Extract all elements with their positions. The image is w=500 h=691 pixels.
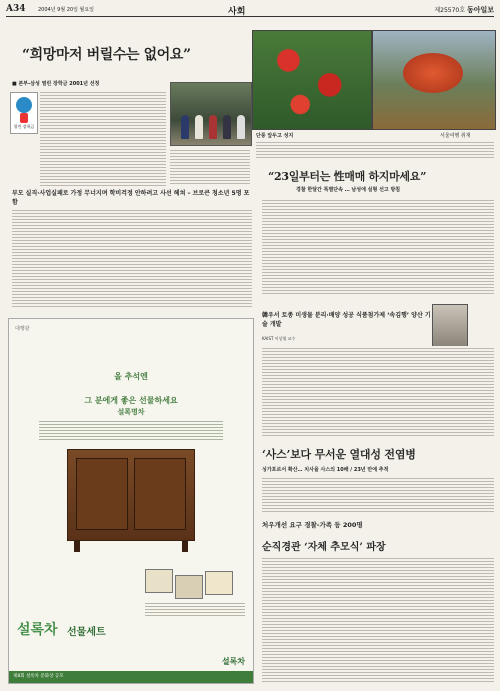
headline-story5: 순직경관 ‘자체 추모식’ 파장: [262, 542, 386, 553]
headline-story1: “희망마저 버릴수는 없어요”: [22, 47, 191, 63]
ad-line1: [9, 371, 253, 382]
headline-story4: ‘사스’보다 무서운 열대성 전염병: [262, 448, 416, 461]
ad-body-text: [39, 419, 223, 441]
kicker-story5: 처우개선 요구 경찰-가족 등 200명: [262, 521, 363, 529]
photo1-caption-text: [170, 148, 250, 184]
subhead-story4: 싱가포르서 확산… 치사율 사스의 10배 / 23년 만에 추적: [262, 467, 389, 473]
story4-body-text: [262, 476, 494, 514]
subhead-story2: 경찰 한달간 특별단속 … 남성에 실형 선고 방침: [296, 187, 401, 193]
newspaper-logo: [434, 5, 494, 15]
scholarship-logo: [10, 92, 38, 134]
red-foliage-photo: [252, 30, 372, 130]
ad-gift-set: 선물세트: [67, 627, 106, 638]
professor-photo: [432, 304, 468, 348]
ad-product-text: [145, 601, 245, 617]
issue-date: 2004년 9월 20일 월요일: [38, 7, 95, 13]
story5-body-text: [262, 556, 494, 684]
headline-story3: 韓우서 토종 미생물 분리·배양 성공 식품첨가제 ‘속김행’ 양산 기술 개발: [262, 312, 431, 328]
ad-tag: 대행광: [15, 326, 30, 332]
second-headline-story1: 부모 실직·사업실패로 가정 무너지며 학비걱정 안하려고 사선 헤쳐 – 브로큰 청소년 5명 포함: [12, 190, 250, 206]
story2-body-text: [262, 198, 494, 296]
newspaper-name: 동아일보: [466, 6, 494, 14]
wooden-cabinet-image: [67, 449, 195, 541]
story1-body-text-2: [12, 208, 252, 308]
photo-caption-story3: KAIST 이상엽 교수: [262, 336, 296, 341]
scholarship-logo-label: 열린 장학금: [13, 124, 35, 129]
page-header: [6, 4, 494, 17]
tea-advertisement: [8, 318, 254, 684]
photo-caption-left: 단풍 앞두고 성지: [256, 133, 294, 139]
ad-brand: 설록차: [17, 622, 58, 638]
ad-logo: 설록차: [221, 657, 245, 666]
gift-box-image: [205, 571, 233, 595]
ad-line1-text: 올 추석엔: [114, 372, 148, 381]
story3-body-text: [262, 346, 494, 436]
gift-box-image: [145, 569, 173, 593]
ad-line2: 그 분에게 좋은 선물하세요: [84, 396, 178, 405]
story1-body-text: [40, 90, 166, 186]
autumn-tree-photo: [372, 30, 496, 130]
photos-caption-text: [256, 140, 494, 160]
serial-number: 제25570호: [434, 7, 466, 14]
ad-footer: 제8회 설록차 문화상 공모: [9, 671, 253, 683]
students-photo: [170, 82, 252, 146]
headline-story2: “23일부터는 性매매 하지마세요”: [268, 170, 427, 183]
section-title: 사회: [228, 7, 246, 17]
ad-line3: 설록명차: [117, 408, 145, 416]
subhead-story1: ■ 본부-삼성 열린 장학금 2001년 선정: [12, 81, 100, 87]
page-number: A34: [6, 4, 26, 14]
photo-caption-right: 서울여행 취재: [440, 133, 471, 139]
gift-box-image: [175, 575, 203, 599]
